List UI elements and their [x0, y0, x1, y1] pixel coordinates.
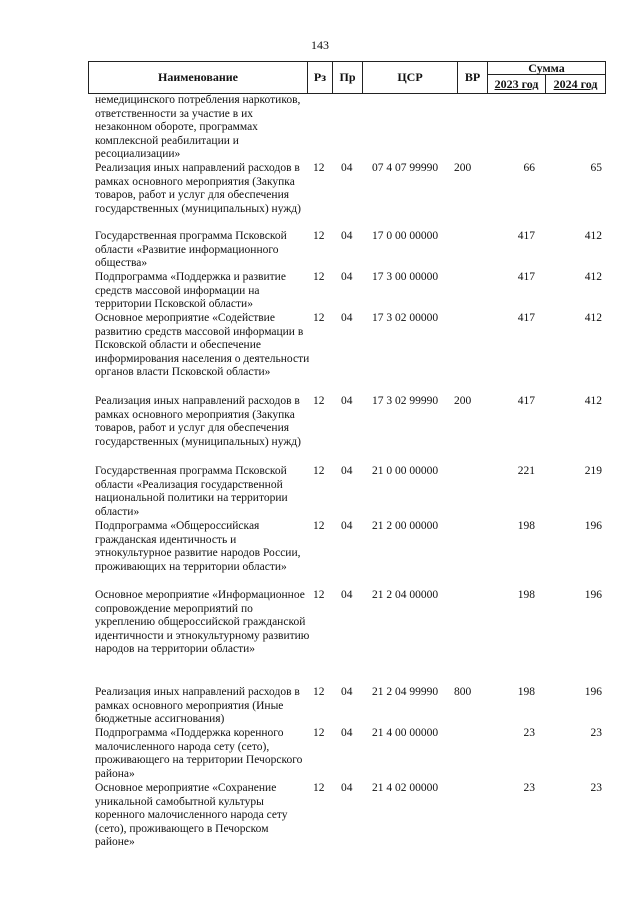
row-rz: 12 [313, 312, 325, 324]
row-rz: 12 [313, 271, 325, 283]
row-csr: 21 2 00 00000 [372, 520, 439, 532]
row-sum-2024: 23 [590, 727, 602, 739]
row-pr: 04 [341, 465, 353, 477]
row-csr: 17 3 02 99990 [372, 395, 439, 407]
row-vr: 200 [454, 162, 472, 174]
row-csr: 17 0 00 00000 [372, 230, 439, 242]
header-year-2024: 2024 год [553, 76, 598, 91]
row-sum-2024: 65 [590, 162, 602, 174]
row-pr: 04 [341, 782, 353, 794]
row-sum-2023: 23 [523, 727, 535, 739]
row-pr: 04 [341, 271, 353, 283]
header-rz: Рз [308, 62, 333, 93]
row-csr: 21 4 02 00000 [372, 782, 439, 794]
row-name: Основное мероприятие «Информационное сопровождение мероприятий по укреплению общероссийской гражданской идентичности и этнокультурному развитию народов на территории области» [95, 589, 310, 656]
row-sum-2023: 198 [517, 520, 535, 532]
table-body [0, 162, 640, 852]
row-sum-2023: 417 [517, 312, 535, 324]
table-header [88, 61, 606, 94]
row-pr: 04 [341, 520, 353, 532]
row-rz: 12 [313, 589, 325, 601]
row-rz: 12 [313, 230, 325, 242]
row-rz: 12 [313, 395, 325, 407]
row-sum-2024: 412 [584, 395, 602, 407]
row-csr: 07 4 07 99990 [372, 162, 439, 174]
row-sum-2024: 412 [584, 271, 602, 283]
row-name: Государственная программа Псковской области «Реализация государственной национальной политики на территории области» [95, 465, 288, 518]
row-pr: 04 [341, 395, 353, 407]
row-pr: 04 [341, 312, 353, 324]
row-name: Государственная программа Псковской области «Развитие информационного общества» [95, 230, 287, 270]
row-name: Подпрограмма «Поддержка коренного малочисленного народа сету (сето), проживающего на территории Печорского района» [95, 727, 303, 780]
row-name: Основное мероприятие «Содействие развитию средств массовой информации в Псковской области и обеспечение информирования населения о деятельности органов власти Псковской области» [95, 312, 310, 379]
table-row [0, 589, 640, 686]
row-sum-2024: 412 [584, 230, 602, 242]
row-rz: 12 [313, 727, 325, 739]
row-pr: 04 [341, 589, 353, 601]
row-rz: 12 [313, 782, 325, 794]
table-row [0, 230, 640, 271]
table-row [0, 312, 640, 395]
row-sum-2023: 221 [517, 465, 535, 477]
row-sum-2023: 23 [523, 782, 535, 794]
header-sum: Сумма [488, 62, 605, 75]
row-sum-2024: 219 [584, 465, 602, 477]
table-row [0, 271, 640, 312]
row-sum-2023: 198 [517, 686, 535, 698]
row-pr: 04 [341, 686, 353, 698]
table-row [0, 520, 640, 589]
row-rz: 12 [313, 465, 325, 477]
row-name: Реализация иных направлений расходов в рамках основного мероприятия (Закупка товаров, работ и услуг для обеспечения государственных (муниципальных) нужд) [95, 162, 301, 215]
row-sum-2023: 66 [523, 162, 535, 174]
row-csr: 21 0 00 00000 [372, 465, 439, 477]
table-row [0, 686, 640, 727]
table-row [0, 395, 640, 465]
row-sum-2023: 417 [517, 395, 535, 407]
table-row [0, 465, 640, 520]
row-pr: 04 [341, 162, 353, 174]
table-row [0, 782, 640, 852]
row-sum-2024: 196 [584, 520, 602, 532]
row-sum-2023: 198 [517, 589, 535, 601]
table-row [0, 162, 640, 230]
row-sum-2023: 417 [517, 271, 535, 283]
row-name: Реализация иных направлений расходов в рамках основного мероприятия (Иные бюджетные ассигнования) [95, 686, 300, 726]
row-pr: 04 [341, 727, 353, 739]
row-name: Основное мероприятие «Сохранение уникальной самобытной культуры коренного малочисленного народа сету (сето), проживающего в Печорском районе» [95, 782, 288, 849]
row-rz: 12 [313, 162, 325, 174]
page-number: 143 [311, 38, 329, 52]
header-vr: ВР [458, 62, 488, 93]
row-name: Реализация иных направлений расходов в рамках основного мероприятия (Закупка товаров, работ и услуг для обеспечения государственных (муниципальных) нужд) [95, 395, 301, 448]
row-name: Подпрограмма «Общероссийская гражданская идентичность и этнокультурное развитие народов России, проживающих на территории области» [95, 520, 301, 573]
row-name: Подпрограмма «Поддержка и развитие средств массовой информации на территории Псковской области» [95, 271, 286, 311]
header-csr: ЦСР [363, 62, 458, 93]
row-sum-2024: 196 [584, 686, 602, 698]
row-sum-2024: 412 [584, 312, 602, 324]
header-year-2023: 2023 год [488, 75, 546, 93]
row-rz: 12 [313, 520, 325, 532]
table-row [0, 727, 640, 782]
header-pr: Пр [333, 62, 363, 93]
row-csr: 21 2 04 99990 [372, 686, 439, 698]
row-rz: 12 [313, 686, 325, 698]
header-name: Наименование [89, 62, 308, 93]
row-pr: 04 [341, 230, 353, 242]
row-csr: 17 3 02 00000 [372, 312, 439, 324]
row-csr: 17 3 00 00000 [372, 271, 439, 283]
row-csr: 21 2 04 00000 [372, 589, 439, 601]
row-csr: 21 4 00 00000 [372, 727, 439, 739]
continued-text: немедицинского потребления наркотиков, ответственности за участие в их незаконном обороте, программах комплексной реабилитации и ресоциализации» [95, 94, 301, 160]
row-sum-2023: 417 [517, 230, 535, 242]
row-sum-2024: 23 [590, 782, 602, 794]
row-sum-2024: 196 [584, 589, 602, 601]
row-vr: 800 [454, 686, 472, 698]
row-vr: 200 [454, 395, 472, 407]
